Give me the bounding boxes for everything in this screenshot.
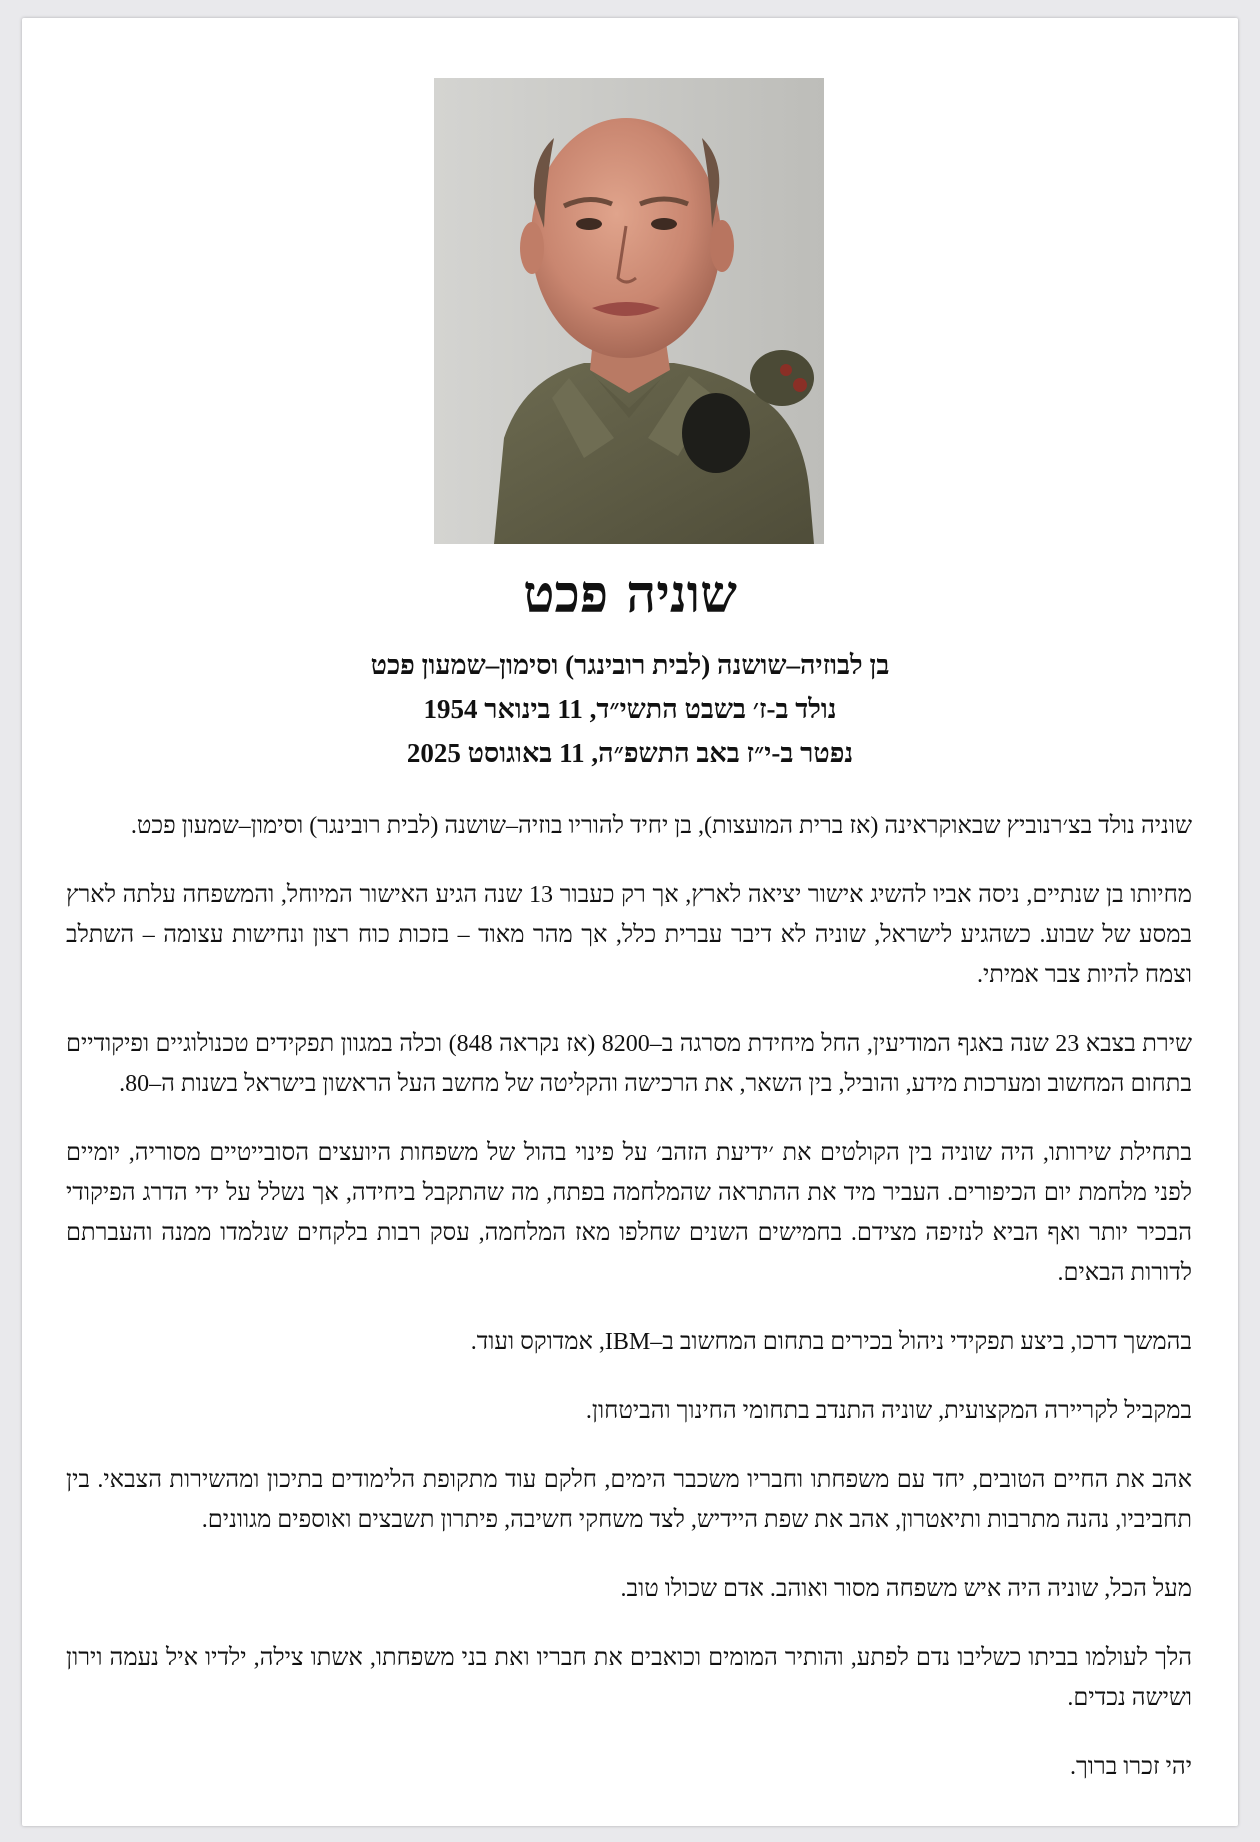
death-date-line: נפטר ב-י״ז באב התשפ״ה, 11 באוגוסט 2025: [406, 738, 854, 768]
bio-paragraph: יהי זכרו ברוך.: [1069, 1754, 1192, 1780]
bio-paragraph: הלך לעולמו בביתו כשליבו נדם לפתע, והותיר המומים וכואבים את חבריו ואת בני משפחתו, אשתו צילה, ילדיו איל נעמה וירון ושישה נכדים.: [66, 1645, 1192, 1711]
bio-paragraph: מעל הכל, שוניה היה איש משפחה מסור ואוהב. אדם שכולו טוב.: [620, 1576, 1192, 1602]
portrait-illustration: [434, 78, 824, 544]
deceased-name: שוניה פכט: [523, 564, 737, 625]
bio-paragraph: שוניה נולד בצ׳רנוביץ שבאוקראינה (אז ברית המועצות), בן יחיד להוריו בוזיה–שושנה (לבית רובינגר) וסימון–שמעון פכט.: [130, 813, 1192, 839]
memorial-page: [22, 18, 1238, 1826]
bio-paragraph: שירת בצבא 23 שנה באגף המודיעין, החל מיחידת מסרגה ב–8200 (אז נקראה 848) וכלה במגוון תפקידים טכנולוגיים ופיקודיים בתחום המחשוב ומערכות מידע, והוביל, בין השאר, את הרכישה והקליטה של מחשב העל הראשון בישראל בשנות ה–80.: [66, 1031, 1192, 1097]
birth-date-line: נולד ב-ז׳ בשבט התשי״ד, 11 בינואר 1954: [423, 694, 837, 724]
bio-paragraph: בהמשך דרכו, ביצע תפקידי ניהול בכירים בתחום המחשוב ב–IBM, אמדוקס ועוד.: [470, 1329, 1192, 1355]
portrait-photo: [434, 78, 824, 544]
bio-paragraph: במקביל לקריירה המקצועית, שוניה התנדב בתחומי החינוך והביטחון.: [585, 1398, 1192, 1424]
bio-paragraph: בתחילת שירותו, היה שוניה בין הקולטים את ׳ידיעת הזהב׳ על פינוי בהול של משפחות היועצים הסובייטיים מסוריה, יומיים לפני מלחמת יום הכיפורים. העביר מיד את ההתראה שהמלחמה בפתח, מה שהתקבל ביחידה, אך נשלל על ידי הדרג הפיקודי הבכיר יותר ואף הביא לנזיפה מצידם. בחמישים השנים שחלפו מאז המלחמה, עסק רבות בלקחים שנלמדו ממנה והעברתם לדורות הבאים.: [66, 1140, 1192, 1286]
bio-paragraph: מחיותו בן שנתיים, ניסה אביו להשיג אישור יציאה לארץ, אך רק כעבור 13 שנה הגיע האישור המיוחל, והמשפחה עלתה לארץ במסע של שבוע. כשהגיע לישראל, שוניה לא דיבר עברית כלל, אך מהר מאוד – בזכות כוח רצון ונחישות עצומה – השתלב וצמח להיות צבר אמיתי.: [66, 882, 1192, 988]
biography-text: [66, 806, 1192, 1816]
parents-line: בן לבוזיה–שושנה (לבית רובינגר) וסימון–שמעון פכט: [370, 650, 890, 680]
bio-paragraph: אהב את החיים הטובים, יחד עם משפחתו וחבריו משכבר הימים, חלקם עוד מתקופת הלימודים בתיכון ומהשירות הצבאי. בין תחביביו, נהנה מתרבות ותיאטרון, אהב את שפת היידיש, לצד משחקי חשיבה, פיתרון תשבצים ואוספים מגוונים.: [66, 1467, 1192, 1533]
